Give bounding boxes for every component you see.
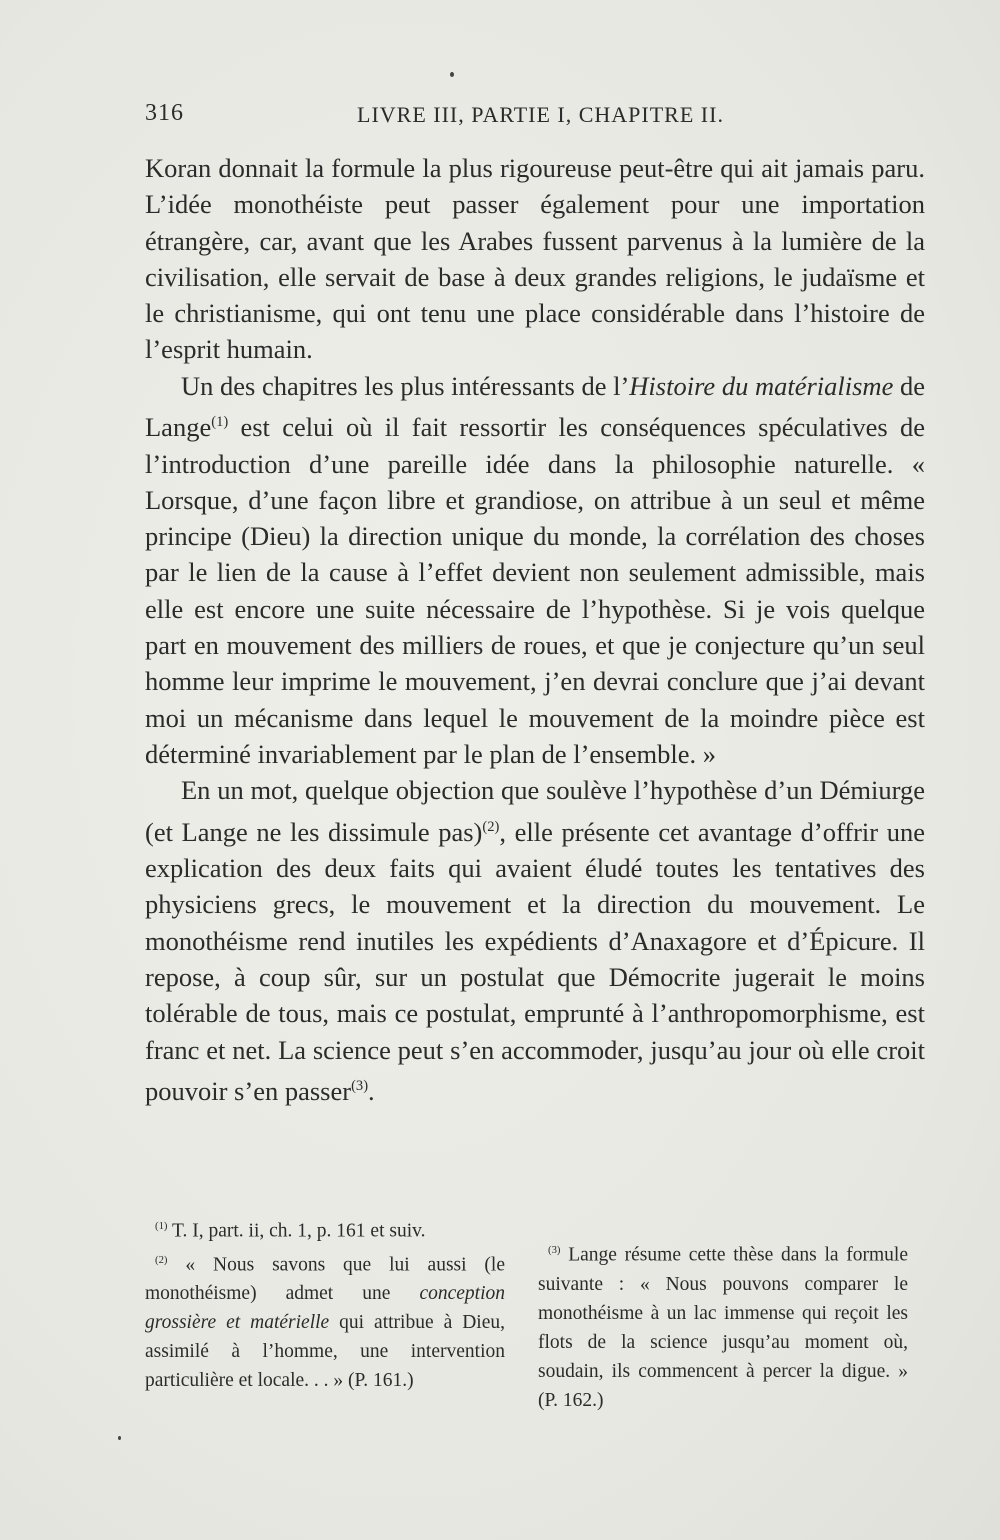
page-number: 316 <box>145 100 184 126</box>
running-head: LIVRE III, PARTIE I, CHAPITRE II. <box>357 102 724 127</box>
paragraph-2: Un des chapitres les plus intéressants de l’Histoire du matérialisme de Lange$^{(1)}$ est celui où il fait ressortir les conséquences spéculatives de l’introduction d’une pareille idée dans la philosophie naturelle. « Lorsque, d’une façon libre et grandiose, on attribue à un seul et même principe (Dieu) la direction unique du monde, la corrélation des choses par le lien de la cause à l’effet devient non seulement admissible, mais elle est encore une suite nécessaire de l’hypothèse. Si je vois quelque part en mouvement des milliers de roues, et que je conjecture qu’un seul homme leur imprime le mouvement, j’en devrai conclure que j’ai devant moi un mécanisme dans lequel le mouvement de la moindre pièce est déterminé invariablement par le plan de l’ensemble. » <box>145 370 925 769</box>
ink-speck <box>118 1436 121 1440</box>
book-title: Histoire du matérialisme <box>629 370 894 401</box>
paragraph-3: En un mot, quelque objection que soulève l’hypothèse d’un Démiurge (et Lange ne les dissimule pas)$^{(2)}$, elle présente cet avantage d’offrir une explication des deux faits qui avaient éludé toutes les tentatives des physiciens grecs, le mouvement et la direction du mouvement. Le monothéisme rend inutiles les expédients d’Anaxagore et d’Épicure. Il repose, à coup sûr, sur un postulat que Démocrite jugerait le moins tolérable de tous, mais ce postulat, emprunté à l’anthropomorphisme, est franc et net. La science peut s’en accommoder, jusqu’au jour où elle croit pouvoir s’en passer$^{(3)}$. <box>145 775 925 1106</box>
footnotes-left-column <box>145 1212 505 1395</box>
footnote-ref-3: (3) <box>351 1077 369 1094</box>
main-text <box>145 150 925 1109</box>
footnote-ref-2: (2) <box>482 818 500 835</box>
footnotes <box>145 1212 915 1432</box>
page-header <box>145 96 935 136</box>
footnote-1: $^{(1)}$ T. I, part. ii, ch. 1, p. 161 et suiv. <box>155 1220 426 1242</box>
footnote-2: $^{(2)}$ « Nous savons que lui aussi (le monothéisme) admet une conception grossière et matérielle qui attribue à Dieu, assimilé à l’homme, une intervention particulière et locale. . . » (P. 161.) <box>145 1253 505 1391</box>
footnotes-right-column <box>538 1236 908 1415</box>
ink-speck <box>450 72 454 77</box>
footnote-ref-1: (1) <box>211 414 229 431</box>
footnote-3: $^{(3)}$ Lange résume cette thèse dans la formule suivante : « Nous pouvons comparer le monothéisme à un lac immense qui reçoit les flots de la science jusqu’au moment où, soudain, ils commencent à percer la digue. » (P. 162.) <box>538 1244 908 1411</box>
paragraph-1: Koran donnait la formule la plus rigoureuse peut-être qui ait jamais paru. L’idée monothéiste peut passer également pour une importation étrangère, car, avant que les Arabes fussent parvenus à la lumière de la civilisation, elle servait de base à deux grandes religions, le judaïsme et le christianisme, qui ont tenu une place considérable dans l’histoire de l’esprit humain. <box>145 153 925 365</box>
